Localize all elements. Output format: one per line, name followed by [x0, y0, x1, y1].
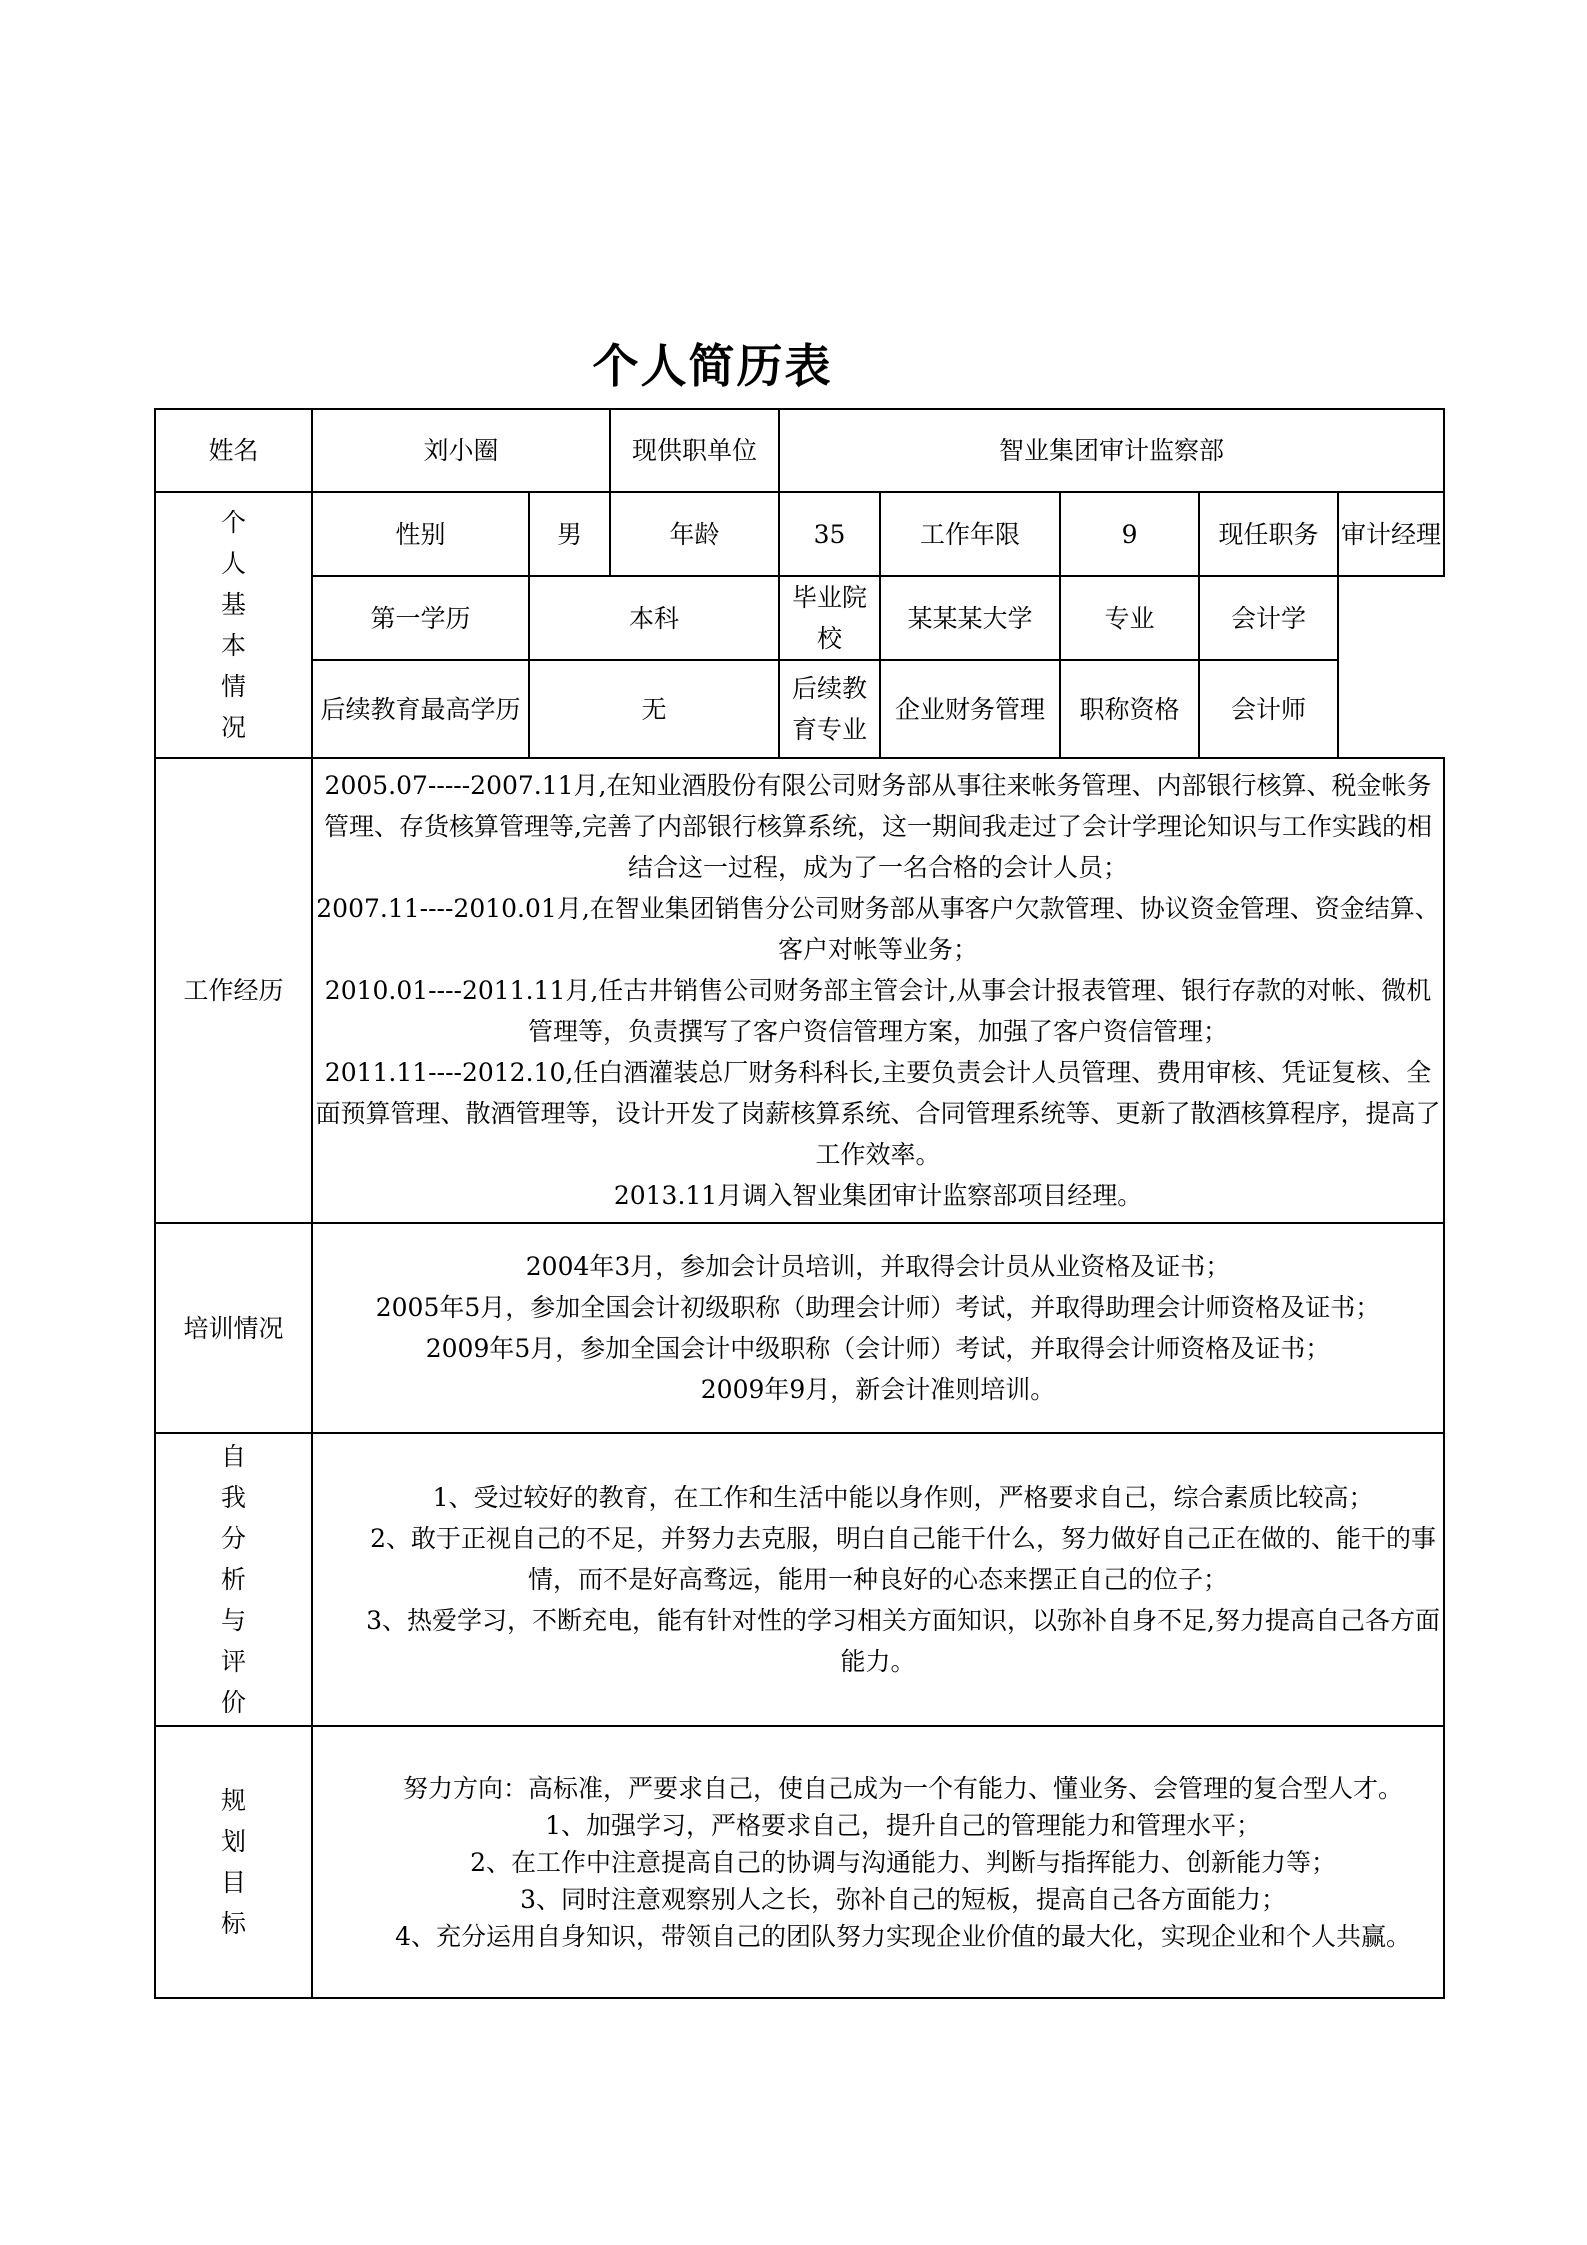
- basic-info-char: 本: [220, 631, 246, 660]
- training-item: 2009年5月，参加全国会计中级职称（会计师）考试，并取得会计师资格及证书；: [425, 1334, 1331, 1363]
- further-education-value: 无: [529, 660, 779, 758]
- plan-goal-item: 努力方向：高标准，严要求自己，使自己成为一个有能力、懂业务、会管理的复合型人才。: [403, 1773, 1404, 1803]
- training-label: 培训情况: [155, 1223, 312, 1433]
- basic-info-char: 基: [220, 590, 246, 619]
- work-history-item: 2007.11----2010.01月,在智业集团销售分公司财务部从事客户欠款管理、协议资金管理、资金结算、客户对帐等业务；: [316, 894, 1440, 964]
- basic-info-section-label: [155, 492, 312, 758]
- work-history-label: 工作经历: [155, 758, 312, 1223]
- plan-goal-char: 划: [220, 1827, 246, 1856]
- self-evaluation-item: 3、热爱学习，不断充电，能有针对性的学习相关方面知识，以弥补自身不足,努力提高自己各方面能力。: [366, 1606, 1440, 1676]
- education-value: 本科: [529, 576, 779, 660]
- further-education-label: 后续教育最高学历: [312, 660, 529, 758]
- self-evaluation-char: 分: [220, 1524, 246, 1553]
- work-years-label: 工作年限: [880, 492, 1060, 576]
- work-years-value: 9: [1060, 492, 1199, 576]
- basic-info-char: 人: [220, 549, 246, 578]
- basic-info-char: 情: [220, 672, 246, 701]
- plan-goal-item: 2、在工作中注意提高自己的协调与沟通能力、判断与指挥能力、创新能力等；: [470, 1847, 1336, 1877]
- basic-info-char: 况: [220, 713, 246, 742]
- basic-info-char: 个: [220, 508, 246, 537]
- title-qualification-label: 职称资格: [1060, 660, 1199, 758]
- work-history-item: 2010.01----2011.11月,任古井销售公司财务部主管会计,从事会计报表管理、银行存款的对帐、微机管理等，负责撰写了客户资信管理方案，加强了客户资信管理；: [324, 976, 1432, 1046]
- employer-value: 智业集团审计监察部: [779, 409, 1444, 492]
- self-evaluation-content: [312, 1433, 1444, 1726]
- plan-goal-item: 3、同时注意观察别人之长，弥补自己的短板，提高自己各方面能力；: [520, 1884, 1286, 1914]
- plan-goal-item: 1、加强学习，严格要求自己，提升自己的管理能力和管理水平；: [545, 1810, 1261, 1840]
- name-value: 刘小圈: [312, 409, 610, 492]
- training-item: 2005年5月，参加全国会计初级职称（助理会计师）考试，并取得助理会计师资格及证书；: [375, 1293, 1381, 1322]
- training-content: [312, 1223, 1444, 1433]
- age-label: 年龄: [610, 492, 779, 576]
- school-label: 毕业院校: [779, 576, 880, 660]
- further-major-value: 企业财务管理: [880, 660, 1060, 758]
- work-history-item: 2011.11----2012.10,任白酒灌装总厂财务科科长,主要负责会计人员管理、费用审核、凭证复核、全面预算管理、散酒管理等，设计开发了岗薪核算系统、合同管理系统等、更新了散酒核算程序，提高了工作效率。: [315, 1058, 1441, 1169]
- plan-goal-char: 目: [220, 1868, 246, 1897]
- training-item: 2004年3月，参加会计员培训，并取得会计员从业资格及证书；: [525, 1252, 1231, 1281]
- training-item: 2009年9月，新会计准则培训。: [700, 1375, 1056, 1404]
- self-evaluation-char: 析: [220, 1565, 246, 1594]
- work-history-content: [312, 758, 1444, 1223]
- major-label: 专业: [1060, 576, 1199, 660]
- plan-goal-label: [155, 1726, 312, 1998]
- position-value: 审计经理: [1338, 492, 1444, 576]
- self-evaluation-item: 2、敢于正视自己的不足，并努力去克服，明白自己能干什么，努力做好自己正在做的、能干的事情，而不是好高骛远，能用一种良好的心态来摆正自己的位子；: [370, 1524, 1436, 1594]
- age-value: 35: [779, 492, 880, 576]
- plan-goal-char: 标: [220, 1909, 246, 1938]
- further-major-label: 后续教育专业: [779, 660, 880, 758]
- major-value: 会计学: [1199, 576, 1338, 660]
- plan-goal-content: [312, 1726, 1444, 1998]
- work-history-item: 2005.07-----2007.11月,在知业酒股份有限公司财务部从事往来帐务管理、内部银行核算、税金帐务管理、存货核算管理等,完善了内部银行核算系统，这一期间我走过了会计学理论知识与工作实践的相结合这一过程，成为了一名合格的会计人员；: [324, 771, 1432, 882]
- education-label: 第一学历: [312, 576, 529, 660]
- page-title: 个人简历表: [592, 339, 833, 393]
- gender-value: 男: [529, 492, 610, 576]
- name-label: 姓名: [155, 409, 312, 492]
- self-evaluation-label: [155, 1433, 312, 1726]
- self-evaluation-char: 我: [220, 1483, 246, 1512]
- self-evaluation-char: 与: [220, 1606, 246, 1635]
- position-label: 现任职务: [1199, 492, 1338, 576]
- work-history-item: 2013.11月调入智业集团审计监察部项目经理。: [613, 1181, 1143, 1210]
- school-value: 某某某大学: [880, 576, 1060, 660]
- resume-table: [154, 408, 1445, 1999]
- self-evaluation-item: 1、受过较好的教育，在工作和生活中能以身作则，严格要求自己，综合素质比较高；: [432, 1483, 1374, 1512]
- plan-goal-char: 规: [220, 1786, 246, 1815]
- employer-label: 现供职单位: [610, 409, 779, 492]
- gender-label: 性别: [312, 492, 529, 576]
- self-evaluation-char: 自: [220, 1442, 246, 1471]
- self-evaluation-char: 评: [220, 1647, 246, 1676]
- self-evaluation-char: 价: [220, 1688, 246, 1717]
- plan-goal-item: 4、充分运用自身知识，带领自己的团队努力实现企业价值的最大化，实现企业和个人共赢。: [395, 1921, 1411, 1951]
- title-qualification-value: 会计师: [1199, 660, 1338, 758]
